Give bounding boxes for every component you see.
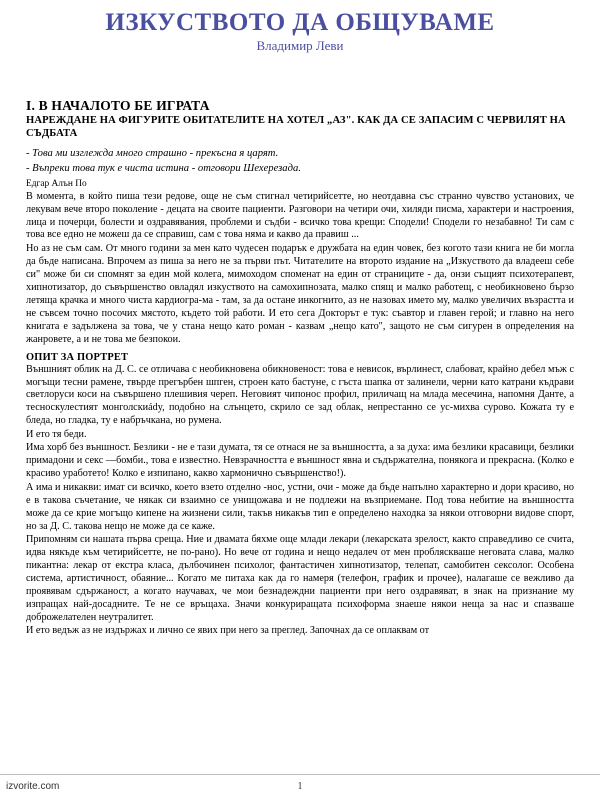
paragraph-6: А има и никакви: имат си всичко, което взето отделно -нос, устни, очи - може да бъде напълно характерно и дори красиво, но е в такова съчетание, че някак си взаимно се унищожава и не подлежи на възприемане. Под това небитие на външността може да се крие могъщо кипене на жизнени сили, такъв никакъв тип е определено находка за някои отговорни видове спорт, но за Д. С. такова нещо не може да се каже. xyxy=(26,481,574,532)
chapter-heading: I. В НАЧАЛОТО БЕ ИГРАТА xyxy=(26,98,210,114)
paragraph-4: И ето тя беди. xyxy=(26,428,87,440)
book-author: Владимир Леви xyxy=(256,38,344,54)
page-footer xyxy=(0,774,600,800)
footer-page-number: 1 xyxy=(297,781,303,792)
chapter-subheading: НАРЕЖДАНЕ НА ФИГУРИТЕ ОБИТАТЕЛИТЕ НА ХОТЕЛ „АЗ". КАК ДА СЕ ЗАПАСИМ С ЧЕРВИЛЯТ НА СЪДБАТА xyxy=(26,115,566,140)
page-title: ИЗКУСТВОТО ДА ОБЩУВАМЕ xyxy=(105,9,495,36)
title-spacer xyxy=(26,64,574,98)
paragraph-8: И ето ведъж аз не издържах и лично се явих при него за преглед. Започнах да се оплаквам от xyxy=(26,625,430,637)
epigraph-byline: Едгар Алън По xyxy=(26,178,87,189)
dialogue-line-1: - Това ми изглежда много страшно - прекъсна я царят. xyxy=(26,148,279,160)
paragraph-3: Външният облик на Д. С. се отличава с необикновена обикновеност: това е невисок, върлинест, слабоват, крайно дебел мъж с могъщи тесни рамене, твърде прегърбен шпген, строен като бастуне, с гъста шапка от залинели, черни като катрани къдрави светлоруси коси на съвършено плешивия череп. Неговият чипонос профил, приличащ на млада месечина, напомня Данте, а тесноскулестият монголскиády, подобно на слънцето, скрило се зад облак, непрестанно се ус-михва сурово. Кожата ту е бледа, но гладка, ту е набръчкана, но румена. xyxy=(26,363,574,427)
paragraph-5: Има хорб без външност. Безлики - не е тази думата, тя се отнася не за външността, а за духа: има безлики красавици, безлики примадони и секс —бомби., това е известно. Невзрачността е външност явна и съдържателна, понякога и прекрасна. (Колко е красиво уработето! Колко е изпипано, какво хармонично съвършенство!). xyxy=(26,442,574,480)
paragraph-1: В момента, в който пиша тези редове, още не съм стигнал четирийсетте, но неотдавна със странно чувство установих, че лекувам вече второ поколение - децата на своите пациенти. Разговори на четири очи, хиляди писма, характери и настроения, лица и почерци, болести и оздравявания, проблеми и съдби - всичко това крещи: Сподели! Сподели го незабавно! Ти сам с това все едно не можеш да се справиш, сам с това няма и какво да правиш ... xyxy=(26,190,574,241)
paragraph-7: Припомням си нашата първа среща. Ние и двамата бяхме още млади лекари (лекарската зрелост, както справедливо се счита, идва някъде към четирийсетте, не по-рано). Но вече от година и нещо недалеч от мен пробляскваше неговата слава, малко пикантна: лекар от екстра класа, дълбочинен психолог, фантастичен хипнотизатор, телепат, самобитен сексолог. Особена система, артистичност, обаяние... Когато ме питаха как да го намеря (телефон, график и прочее), налагаше се вежливо да проявявам сдържаност, а когато научавах, че мои безнадеждни пациенти при него оздравяват, в знак на признание му изпращах най-досадните. Те не се връщаха. Значи конкуриращата психоформа знаеше някои неща за нас и спазваше доброжелателен неутралитет. xyxy=(26,533,574,623)
section-heading-portrait: ОПИТ ЗА ПОРТРЕТ xyxy=(26,351,129,363)
paragraph-2: Но аз не съм сам. От много години за мен като чудесен подарък е дружбата на един човек, без когото тази книга не би могла да бъде написана. Впрочем аз пиша за него не за първи път. Читателите на второто издание на „Изкуството да владееш себе си" може би си спомнят за един мой колега, мимоходом споменат на един от страниците - да, онзи същият психотерапевт, хипнотизатор, до съвършенство овладял изкуството на самохипнозата, малко спящ и малко работещ, с необикновено бързо летяща крачка и много чиста кардиогра-ма - там, за да остане инкогнито, аз не назовах името му, малко увеличих възрастта и не съвсем точно посочих мястото, където той работи. И ето сега Докторът е тук: съавтор и главен герой; и главно на него книгата е задължена за това, че у стана нещо като роман - казвам „нещо като", защото не съм сигурен в определения на жанровете, а и не това ме безпокои. xyxy=(26,242,574,345)
dialogue-line-2: - Въпреки това тук е чиста истина - отговори Шехерезада. xyxy=(26,162,301,174)
page-content xyxy=(26,8,574,748)
footer-site-label: izvorite.com xyxy=(6,781,60,792)
